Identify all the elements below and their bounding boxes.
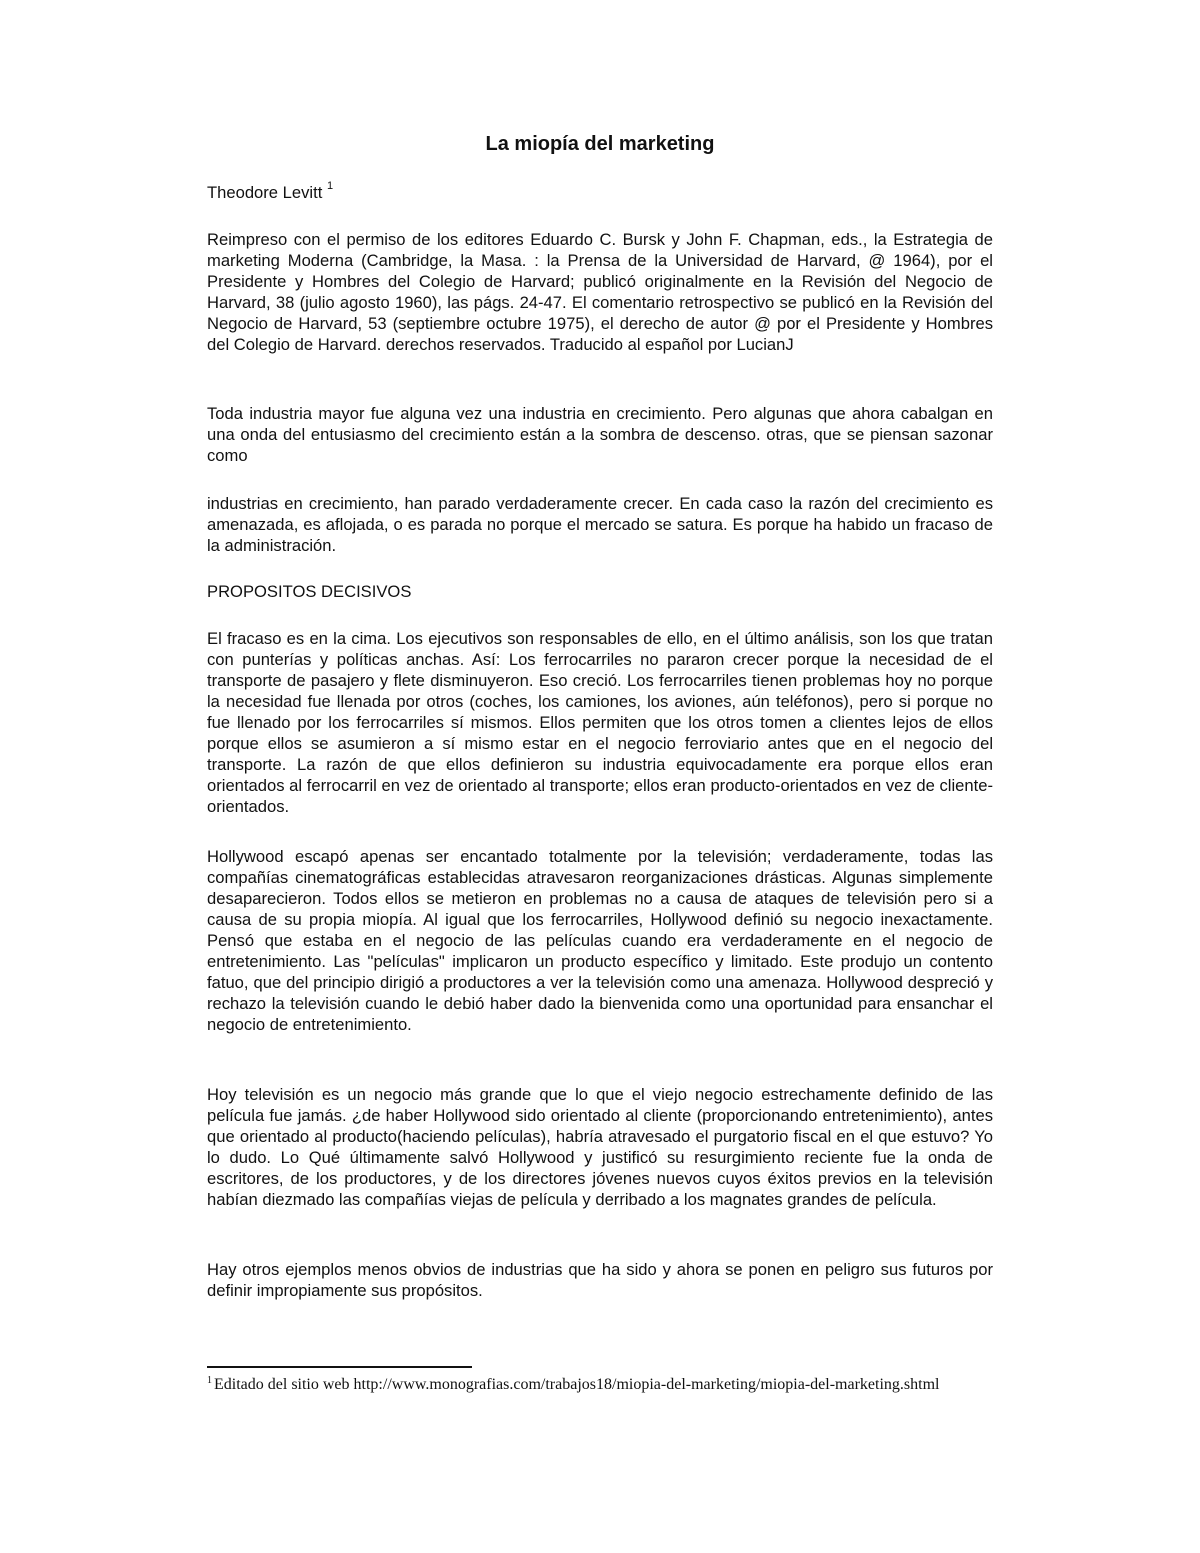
- author-line: [207, 182, 993, 203]
- paragraph-growth-industries: industrias en crecimiento, han parado verdaderamente crecer. En cada caso la razón del crecimiento es amenazada, es aflojada, o es parada no porque el mercado se satura. Es porque ha habido un fracaso de la administración.: [207, 494, 993, 555]
- document-title: La miopía del marketing: [485, 133, 715, 155]
- paragraph-hollywood: Hollywood escapó apenas ser encantado totalmente por la televisión; verdaderamente, todas las compañías cinematográficas establecidas atravesaron reorganizaciones drásticas. Algunas simplemente desaparecieron. Todos ellos se metieron en problemas no a causa de ataques de televisión pero si a causa de su propia miopía. Al igual que los ferrocarriles, Hollywood definió su negocio inexactamente. Pensó que estaba en el negocio de las películas cuando era verdaderamente en el negocio de entretenimiento. Las "películas" implicaron un producto específico y limitado. Este produjo un contento fatuo, que del principio dirigió a productores a ver la televisión como una amenaza. Hollywood despreció y rechazo la televisión cuando le debió haber dado la bienvenida como una oportunidad para ensanchar el negocio de entretenimiento.: [207, 847, 993, 1034]
- paragraph-other-examples: Hay otros ejemplos menos obvios de industrias que ha sido y ahora se ponen en peligro sus futuros por definir impropiamente sus propósitos.: [207, 1260, 993, 1300]
- author-footnote-mark[interactable]: 1: [326, 180, 334, 193]
- paragraph-reprint-notice: Reimpreso con el permiso de los editores Eduardo C. Bursk y John F. Chapman, eds., la Estrategia de marketing Moderna (Cambridge, la Masa. : la Prensa de la Universidad de Harvard, @ 1964), por el Presidente y Hombres del Colegio de Harvard; publicó originalmente en la Revisión del Negocio de Harvard, 38 (julio agosto 1960), las págs. 24-47. El comentario retrospectivo se publicó en la Revisión del Negocio de Harvard, 53 (septiembre octubre 1975), el derecho de autor @ por el Presidente y Hombres del Colegio de Harvard. derechos reservados. Traducido al español por LucianJ: [207, 230, 993, 354]
- footnote-mark: 1: [207, 1374, 212, 1386]
- paragraph-television: Hoy televisión es un negocio más grande que lo que el viejo negocio estrechamente definido de las película fue jamás. ¿de haber Hollywood sido orientado al cliente (proporcionando entretenimiento), antes que orientado al producto(haciendo películas), habría atravesado el purgatorio fiscal en el que estuvo? Yo lo dudo. Lo Qué últimamente salvó Hollywood y justificó su resurgimiento reciente fue la onda de escritores, de los productores, y de los directores jóvenes nuevos cuyos éxitos previos en la televisión habían diezmado las compañías viejas de película y derribado a los magnates grandes de película.: [207, 1085, 993, 1209]
- paragraph-railroads: El fracaso es en la cima. Los ejecutivos son responsables de ello, en el último análisis, son los que tratan con punterías y políticas anchas. Así: Los ferrocarriles no pararon crecer porque la necesidad de el transporte de pasajero y flete disminuyeron. Eso creció. Los ferrocarriles tienen problemas hoy no porque la necesidad fue llenada por otros (coches, los camiones, los aviones, aún teléfonos), pero si porque no fue llenado por los ferrocarriles sí mismos. Ellos permiten que los otros tomen a clientes lejos de ellos porque ellos se asumieron a sí mismo estar en el negocio ferroviario antes que en el negocio del transporte. La razón de que ellos definieron su industria equivocadamente era porque ellos eran orientados al ferrocarril en vez de orientado al transporte; ellos eran producto-orientados en vez de cliente-orientados.: [207, 629, 993, 816]
- paragraph-intro: Toda industria mayor fue alguna vez una industria en crecimiento. Pero algunas que ahora cabalgan en una onda del entusiasmo del crecimiento están a la sombra de descenso. otras, que se piensan sazonar como: [207, 404, 993, 465]
- author-name: Theodore Levitt: [207, 183, 323, 202]
- section-heading: PROPOSITOS DECISIVOS: [207, 582, 412, 601]
- footnote: [207, 1373, 993, 1397]
- footnote-text[interactable]: Editado del sitio web http://www.monografias.com/trabajos18/miopia-del-marketing/miopia-del-marketing.shtml: [214, 1376, 940, 1393]
- footnote-divider: [207, 1366, 472, 1368]
